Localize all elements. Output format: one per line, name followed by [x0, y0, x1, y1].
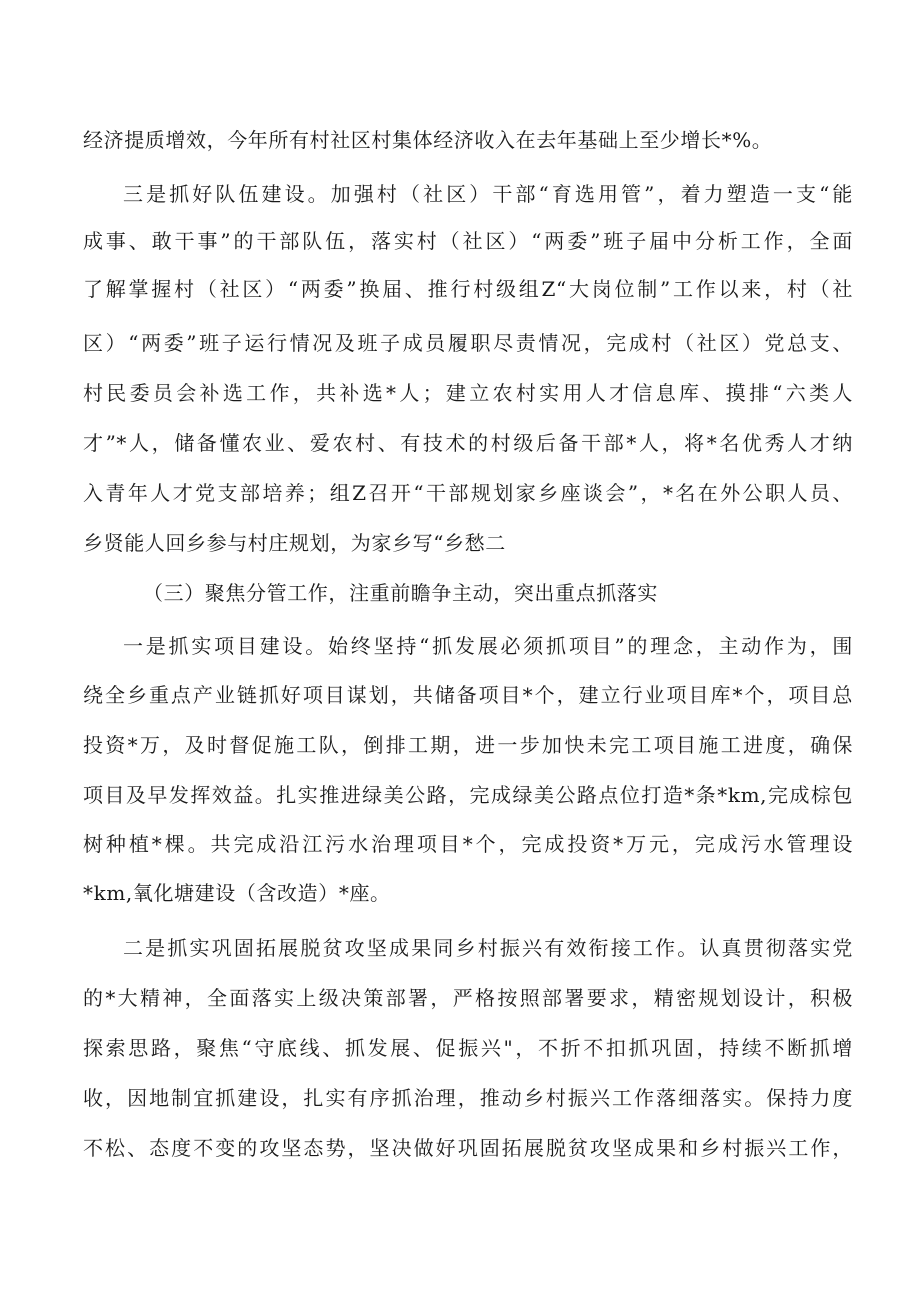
paragraph-line: 收，因地制宜抓建设，扎实有序抓治理，推动乡村振兴工作落细落实。保持力度	[83, 1086, 853, 1110]
paragraph-line: 了解掌握村（社区）“两委”换届、推行村级组Z“大岗位制”工作以来，村（社	[83, 277, 853, 301]
paragraph-line: 乡贤能人回乡参与村庄规划，为家乡写“乡愁二	[83, 531, 506, 555]
paragraph-line: 二是抓实巩固拓展脱贫攻坚成果同乡村振兴有效衔接工作。认真贯彻落实党	[123, 936, 853, 960]
paragraph-line: 入青年人才党支部培养；组Z召开“干部规划家乡座谈会”，*名在外公职人员、	[83, 481, 853, 505]
paragraph-line: 探索思路，聚焦“守底线、抓发展、促振兴"，不折不扣抓巩固，持续不断抓增	[83, 1036, 853, 1060]
paragraph-line: 投资*万，及时督促施工队，倒排工期，进一步加快未完工项目施工进度，确保	[83, 733, 853, 757]
paragraph-line: 的*大精神，全面落实上级决策部署，严格按照部署要求，精密规划设计，积极	[83, 986, 853, 1010]
paragraph-line: 绕全乡重点产业链抓好项目谋划，共储备项目*个，建立行业项目库*个，项目总	[83, 683, 853, 707]
paragraph-line: 村民委员会补选工作，共补选*人；建立农村实用人才信息库、摸排“六类人	[83, 381, 853, 405]
paragraph-line: *km,氧化塘建设（含改造）*座。	[83, 881, 391, 905]
paragraph-line: 才”*人，储备懂农业、爱农村、有技术的村级后备干部*人，将*名优秀人才纳	[83, 431, 853, 455]
paragraph-line: 项目及早发挥效益。扎实推进绿美公路，完成绿美公路点位打造*条*km,完成棕包	[83, 783, 853, 807]
paragraph-line: 经济提质增效，今年所有村社区村集体经济收入在去年基础上至少增长*%。	[83, 128, 773, 152]
paragraph-line: 一是抓实项目建设。始终坚持“抓发展必须抓项目”的理念，主动作为，围	[123, 634, 853, 658]
paragraph-line: 不松、态度不变的攻坚态势，坚决做好巩固拓展脱贫攻坚成果和乡村振兴工作，	[83, 1136, 853, 1160]
section-heading: （三）聚焦分管工作，注重前瞻争主动，突出重点抓落实	[143, 581, 658, 605]
paragraph-line: 区）“两委”班子运行情况及班子成员履职尽责情况，完成村（社区）党总支、	[83, 331, 853, 355]
paragraph-line: 三是抓好队伍建设。加强村（社区）干部“育选用管”，着力塑造一支“能	[123, 182, 853, 206]
paragraph-line: 树种植*棵。共完成沿江污水治理项目*个，完成投资*万元，完成污水管理设	[83, 832, 853, 856]
paragraph-line: 成事、敢干事”的干部队伍，落实村（社区）“两委”班子届中分析工作，全面	[83, 229, 853, 253]
